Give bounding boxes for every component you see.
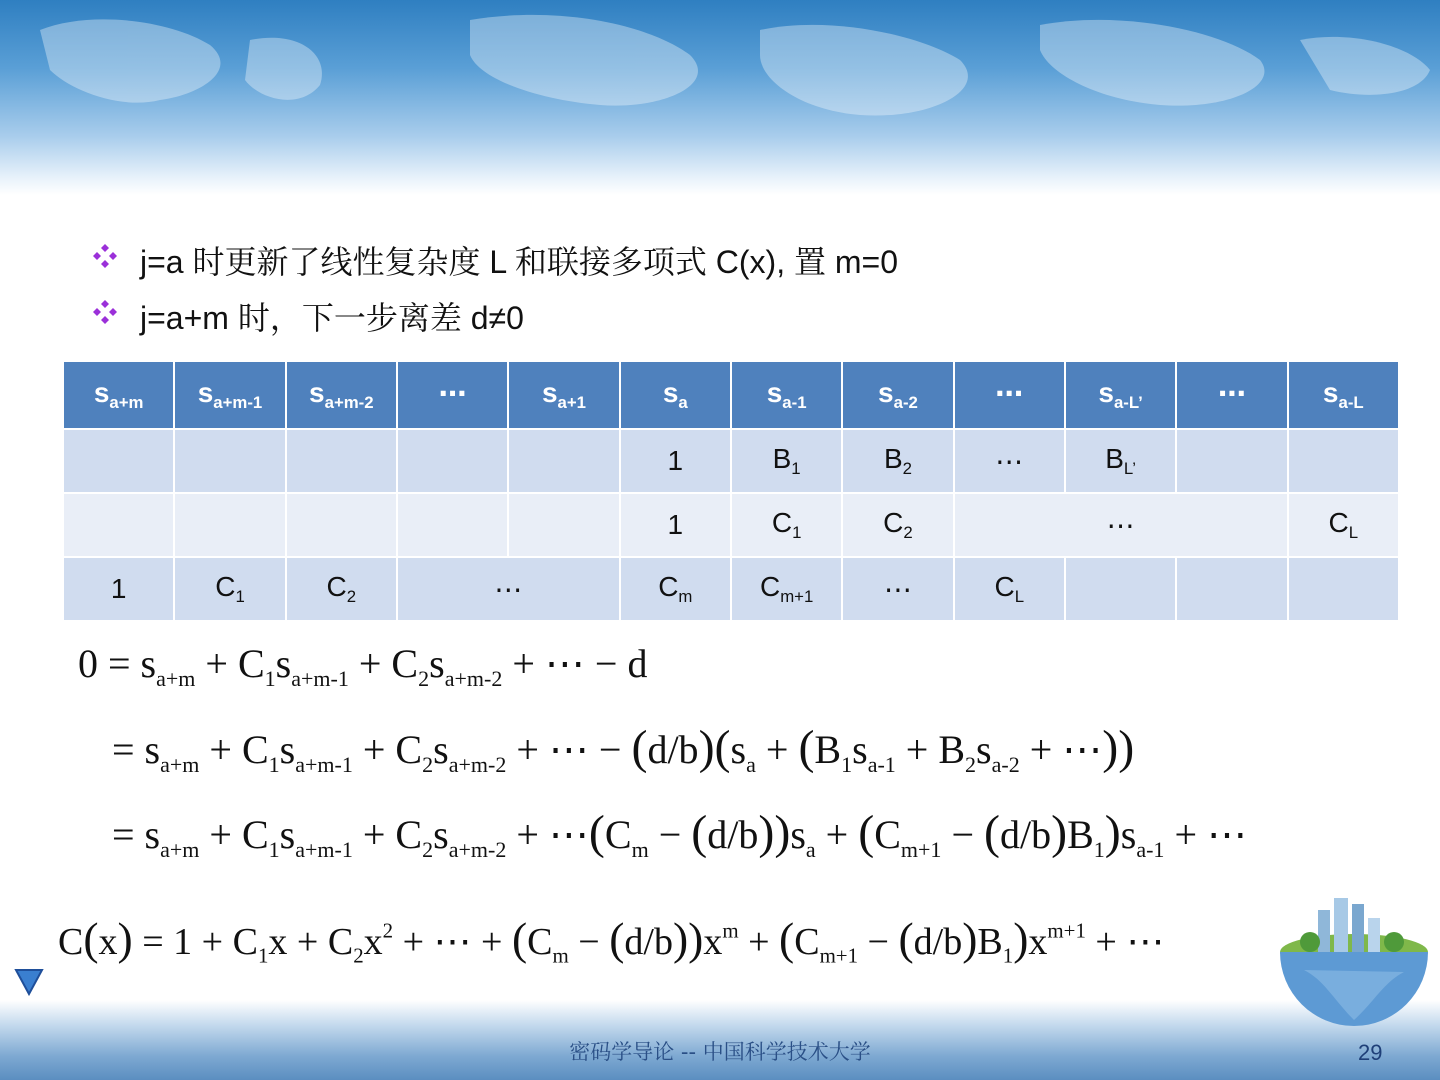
table-cell: $B_1$ — [731, 429, 842, 493]
table-cell — [63, 429, 174, 493]
table-cell — [174, 493, 285, 557]
bullet-text: j=a 时更新了线性复杂度 L 和联接多项式 C(x), 置 m=0 — [140, 244, 899, 280]
table-cell — [1176, 429, 1287, 493]
table-cell: $C_L$ — [954, 557, 1065, 621]
table-cell — [286, 429, 397, 493]
table-cell — [508, 429, 619, 493]
header-cell: $s_a$ — [620, 361, 731, 429]
table-cell: ⋯ — [954, 493, 1288, 557]
table-cell: ⋯ — [842, 557, 953, 621]
header-cell: $s_{a+1}$ — [508, 361, 619, 429]
table-header-row — [63, 361, 1399, 429]
table-cell — [286, 493, 397, 557]
bullet-text: j=a+m 时，下一步离差 d≠0 — [140, 300, 524, 336]
header-cell: $s_{a+m-2}$ — [286, 361, 397, 429]
bullet-item — [92, 288, 898, 344]
header-cell: $s_{a+m-1}$ — [174, 361, 285, 429]
table-row — [63, 557, 1399, 621]
table-cell: $B_{L’}$ — [1065, 429, 1176, 493]
header-cell: ⋯ — [954, 361, 1065, 429]
table-cell — [508, 493, 619, 557]
table-cell: $C_L$ — [1288, 493, 1399, 557]
table-cell — [397, 429, 508, 493]
header-cell: $s_{a-2}$ — [842, 361, 953, 429]
table-row — [63, 429, 1399, 493]
table-cell: $C_2$ — [286, 557, 397, 621]
header-banner — [0, 0, 1440, 195]
equation-line-3: = $s_{a+m} + C_1s_{a+m-1} + C_2s_{a+m-2}$ + $\cdots(C_m - (d/b))s_a + (C_{m+1} - (d/b)B_1)s_{a-1}$ + ⋯ — [112, 806, 1247, 862]
table-cell: $C_m$ — [620, 557, 731, 621]
header-cell: ⋯ — [397, 361, 508, 429]
table-cell: ⋯ — [397, 557, 620, 621]
sequence-table — [62, 360, 1400, 622]
header-cell: ⋯ — [1176, 361, 1287, 429]
equation-line-1: $0 = s_{a+m} + C_1s_{a+m-1} + C_2s_{a+m-2}$ + ⋯ − d — [78, 641, 648, 691]
diamond-bullet-icon — [92, 243, 118, 269]
world-map-decoration — [0, 0, 1440, 195]
header-cell: $s_{a-1}$ — [731, 361, 842, 429]
table-cell: $C_1$ — [174, 557, 285, 621]
triangle-down-icon[interactable] — [14, 966, 44, 998]
table-cell: $C_2$ — [842, 493, 953, 557]
table-cell — [1065, 557, 1176, 621]
table-cell — [1288, 557, 1399, 621]
footer-text: 密码学导论 -- 中国科学技术大学 — [569, 1040, 871, 1064]
diamond-bullet-icon — [92, 299, 118, 325]
table-cell: $C_1$ — [731, 493, 842, 557]
page-number: 29 — [1358, 1040, 1383, 1065]
equation-line-2: = $s_{a+m} + C_1s_{a+m-1} + C_2s_{a+m-2}$ + ⋯ − $(d/b)(s_a + (B_1s_{a-1} + B_2s_{a-2}$ + ⋯)) — [112, 721, 1135, 777]
table-row — [63, 493, 1399, 557]
table-cell: $C_{m+1}$ — [731, 557, 842, 621]
header-cell: $s_{a-L’}$ — [1065, 361, 1176, 429]
table-cell — [1288, 429, 1399, 493]
table-cell — [63, 493, 174, 557]
bullet-item — [92, 232, 898, 288]
table-cell: ⋯ — [954, 429, 1065, 493]
table-cell: 1 — [620, 493, 731, 557]
bullet-list — [92, 232, 898, 344]
table-cell: 1 — [63, 557, 174, 621]
table-cell — [174, 429, 285, 493]
header-cell: $s_{a-L}$ — [1288, 361, 1399, 429]
table-cell — [1176, 557, 1287, 621]
equation-connection-polynomial: $C(x) = 1 + C_1x + C_2x^2$ + ⋯ + $(C_m - (d/b))x^m + (C_{m+1} - (d/b)B_1)x^{m+1}$ + ⋯ — [58, 913, 1165, 968]
table-cell: 1 — [620, 429, 731, 493]
header-cell: $s_{a+m}$ — [63, 361, 174, 429]
table-cell — [397, 493, 508, 557]
table-cell: $B_2$ — [842, 429, 953, 493]
globe-city-icon — [1274, 890, 1434, 1040]
